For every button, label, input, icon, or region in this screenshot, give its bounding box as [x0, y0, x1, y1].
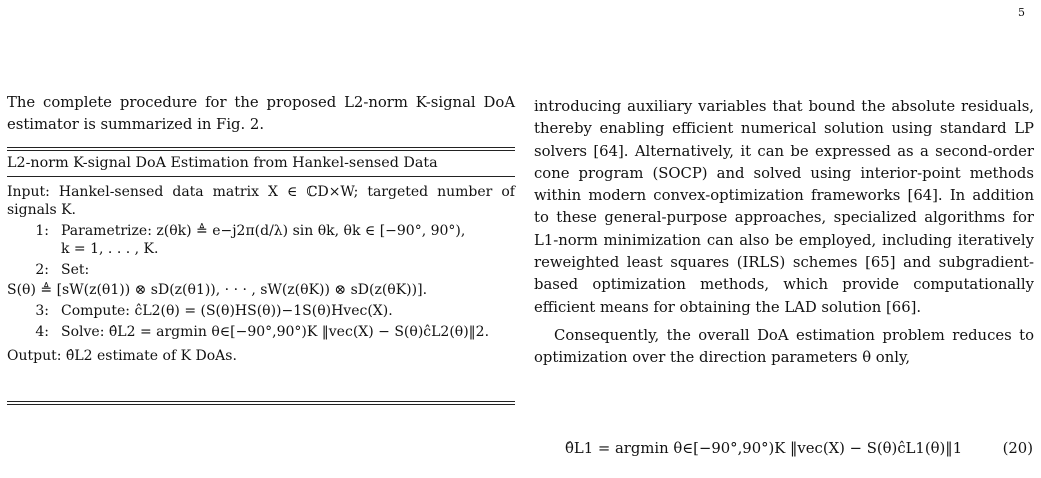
algorithm-step-1 [7, 222, 515, 240]
step-text: Solve: θ̂L2 = argmin θ∈[−90°,90°)K ‖vec(X) − S(θ)ĉL2(θ)‖2. [61, 324, 490, 340]
algorithm-step-2 [7, 261, 515, 279]
intro-paragraph: The complete procedure for the proposed L2-norm K-signal DoA estimator is summarized in Fig. 2. [7, 94, 515, 134]
equation-body: θ̂L1 = argmin θ∈[−90°,90°)K ‖vec(X) − S(θ)ĉL1(θ)‖1 [565, 440, 963, 457]
step-continuation: k = 1, . . . , K. [61, 241, 159, 257]
equation-number: (20) [1002, 440, 1033, 457]
equation-20 [565, 440, 1035, 457]
algorithm-bottom-rule [7, 401, 515, 405]
step-continuation: S(θ) ≜ [sW(z(θ1)) ⊗ sD(z(θ1)), · · · , sW(z(θK)) ⊗ sD(z(θK))]. [7, 282, 428, 298]
step-text: Compute: ĉL2(θ) = (S(θ)HS(θ))−1S(θ)Hvec(X). [61, 303, 393, 319]
page-number: 5 [1018, 6, 1025, 19]
algorithm-title: L2-norm K-signal DoA Estimation from Hankel-sensed Data [7, 151, 515, 177]
algorithm-output: Output: θ̂L2 estimate of K DoAs. [7, 348, 237, 364]
body-paragraph-1: introducing auxiliary variables that bound the absolute residuals, thereby enabling efficient numerical solution using standard LP solvers [64]. Alternatively, it can be expressed as a second-order cone program (SOCP) and solved using interior-point methods within modern convex-optimization frameworks [64]. In addition to these general-purpose approaches, specialized algorithms for L1-norm minimization can also be employed, including iteratively reweighted least squares (IRLS) schemes [65] and subgradient-based optimization methods, which provide computationally efficient means for obtaining the LAD solution [66]. [534, 98, 1034, 316]
algorithm-input: Input: Hankel-sensed data matrix X ∈ ℂD×W; targeted number of signals K. [7, 184, 515, 218]
algorithm-body [7, 177, 515, 365]
step-text: Parametrize: z(θk) ≜ e−j2π(d/λ) sin θk, θk ∈ [−90°, 90°), [61, 223, 466, 239]
left-column [7, 92, 515, 137]
algorithm-step-4 [7, 323, 515, 341]
right-column [534, 96, 1034, 370]
algorithm-box [7, 147, 515, 405]
body-paragraph-2: Consequently, the overall DoA estimation problem reduces to optimization over the direction parameters θ only, [534, 326, 1034, 367]
step-number: 1: [35, 223, 49, 239]
step-text: Set: [61, 262, 90, 278]
step-number: 4: [35, 324, 49, 340]
algorithm-step-3 [7, 302, 515, 320]
step-number: 3: [35, 303, 49, 319]
step-number: 2: [35, 262, 49, 278]
